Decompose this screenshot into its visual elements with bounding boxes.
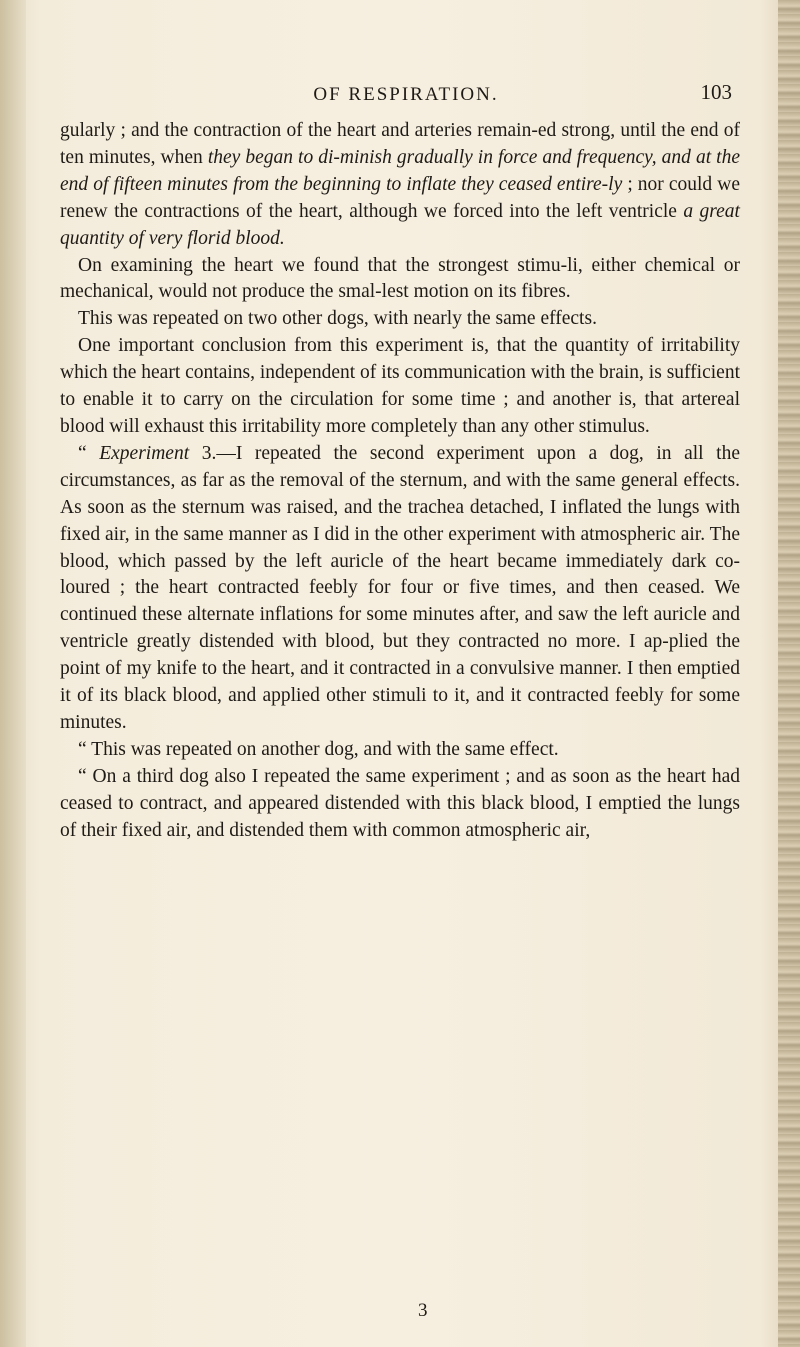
italic-text-segment: Experiment	[99, 442, 190, 464]
paragraph	[60, 737, 740, 764]
paragraph	[60, 441, 740, 737]
signature-mark: 3	[418, 1300, 428, 1321]
text-segment: ; nor could we renew the contractions of the heart, although we forced into the left ventricle	[60, 173, 740, 222]
text-segment: 3.—I repeated the second experiment upon a dog, in all the circumstances, as far as the removal of the sternum, and with the same general effects. As soon as the sternum was raised, and the trachea detached, I inflated the lungs with fixed air, in the same manner as I did in the other experiment with atmospheric air. The blood, which passed by the left auricle of the heart became immediately dark co-loured ; the heart contracted feebly for four or five times, and then ceased. We continued these alternate inflations for some minutes after, and saw the left auricle and ventricle greatly distended with blood, but they contracted no more. I ap-plied the point of my knife to the heart, and it contracted in a convulsive manner. I then emptied it of its black blood, and applied other stimuli to it, and it contracted feebly for some minutes.	[60, 442, 740, 733]
text-segment: “ On a third dog also I repeated the same experiment ; and as soon as the heart had ceased to contract, and appeared distended with this black blood, I emptied the lungs of their fixed air, and distended them with common atmospheric air,	[60, 765, 740, 841]
paragraph	[60, 764, 740, 845]
paragraph	[60, 333, 740, 441]
paragraph	[60, 118, 740, 253]
text-segment: One important conclusion from this experiment is, that the quantity of irritability which the heart contains, independent of its communication with the brain, is sufficient to enable it to carry on the circulation for some time ; and another is, that artereal blood will exhaust this irritability more completely than any other stimulus.	[60, 335, 740, 437]
page-number: 103	[700, 80, 732, 104]
page-right-edge-binding	[778, 0, 800, 1347]
text-segment: gularly ; and the contraction of the heart and arteries remain-ed strong, until the end of ten minutes, when	[60, 120, 740, 168]
text-segment: “ This was repeated on another dog, and with the same effect.	[78, 738, 559, 760]
paragraph	[60, 253, 740, 307]
page-left-margin-shadow	[0, 0, 26, 1347]
text-segment: “	[78, 442, 100, 464]
text-segment: On examining the heart we found that the strongest stimu-li, either chemical or mechanical, would not produce the smal-lest motion on its fibres.	[60, 254, 740, 303]
italic-text-segment: a great quantity of very florid blood.	[60, 200, 740, 249]
paragraph	[60, 306, 740, 333]
text-segment: This was repeated on two other dogs, with nearly the same effects.	[78, 308, 597, 330]
italic-text-segment: they began to di-minish gradually in force and frequency, and at the end of fifteen minutes from the beginning to inflate they ceased entire-ly	[60, 146, 740, 195]
body-text	[60, 118, 740, 844]
running-head: OF RESPIRATION.	[313, 84, 499, 105]
page-header	[66, 80, 746, 110]
